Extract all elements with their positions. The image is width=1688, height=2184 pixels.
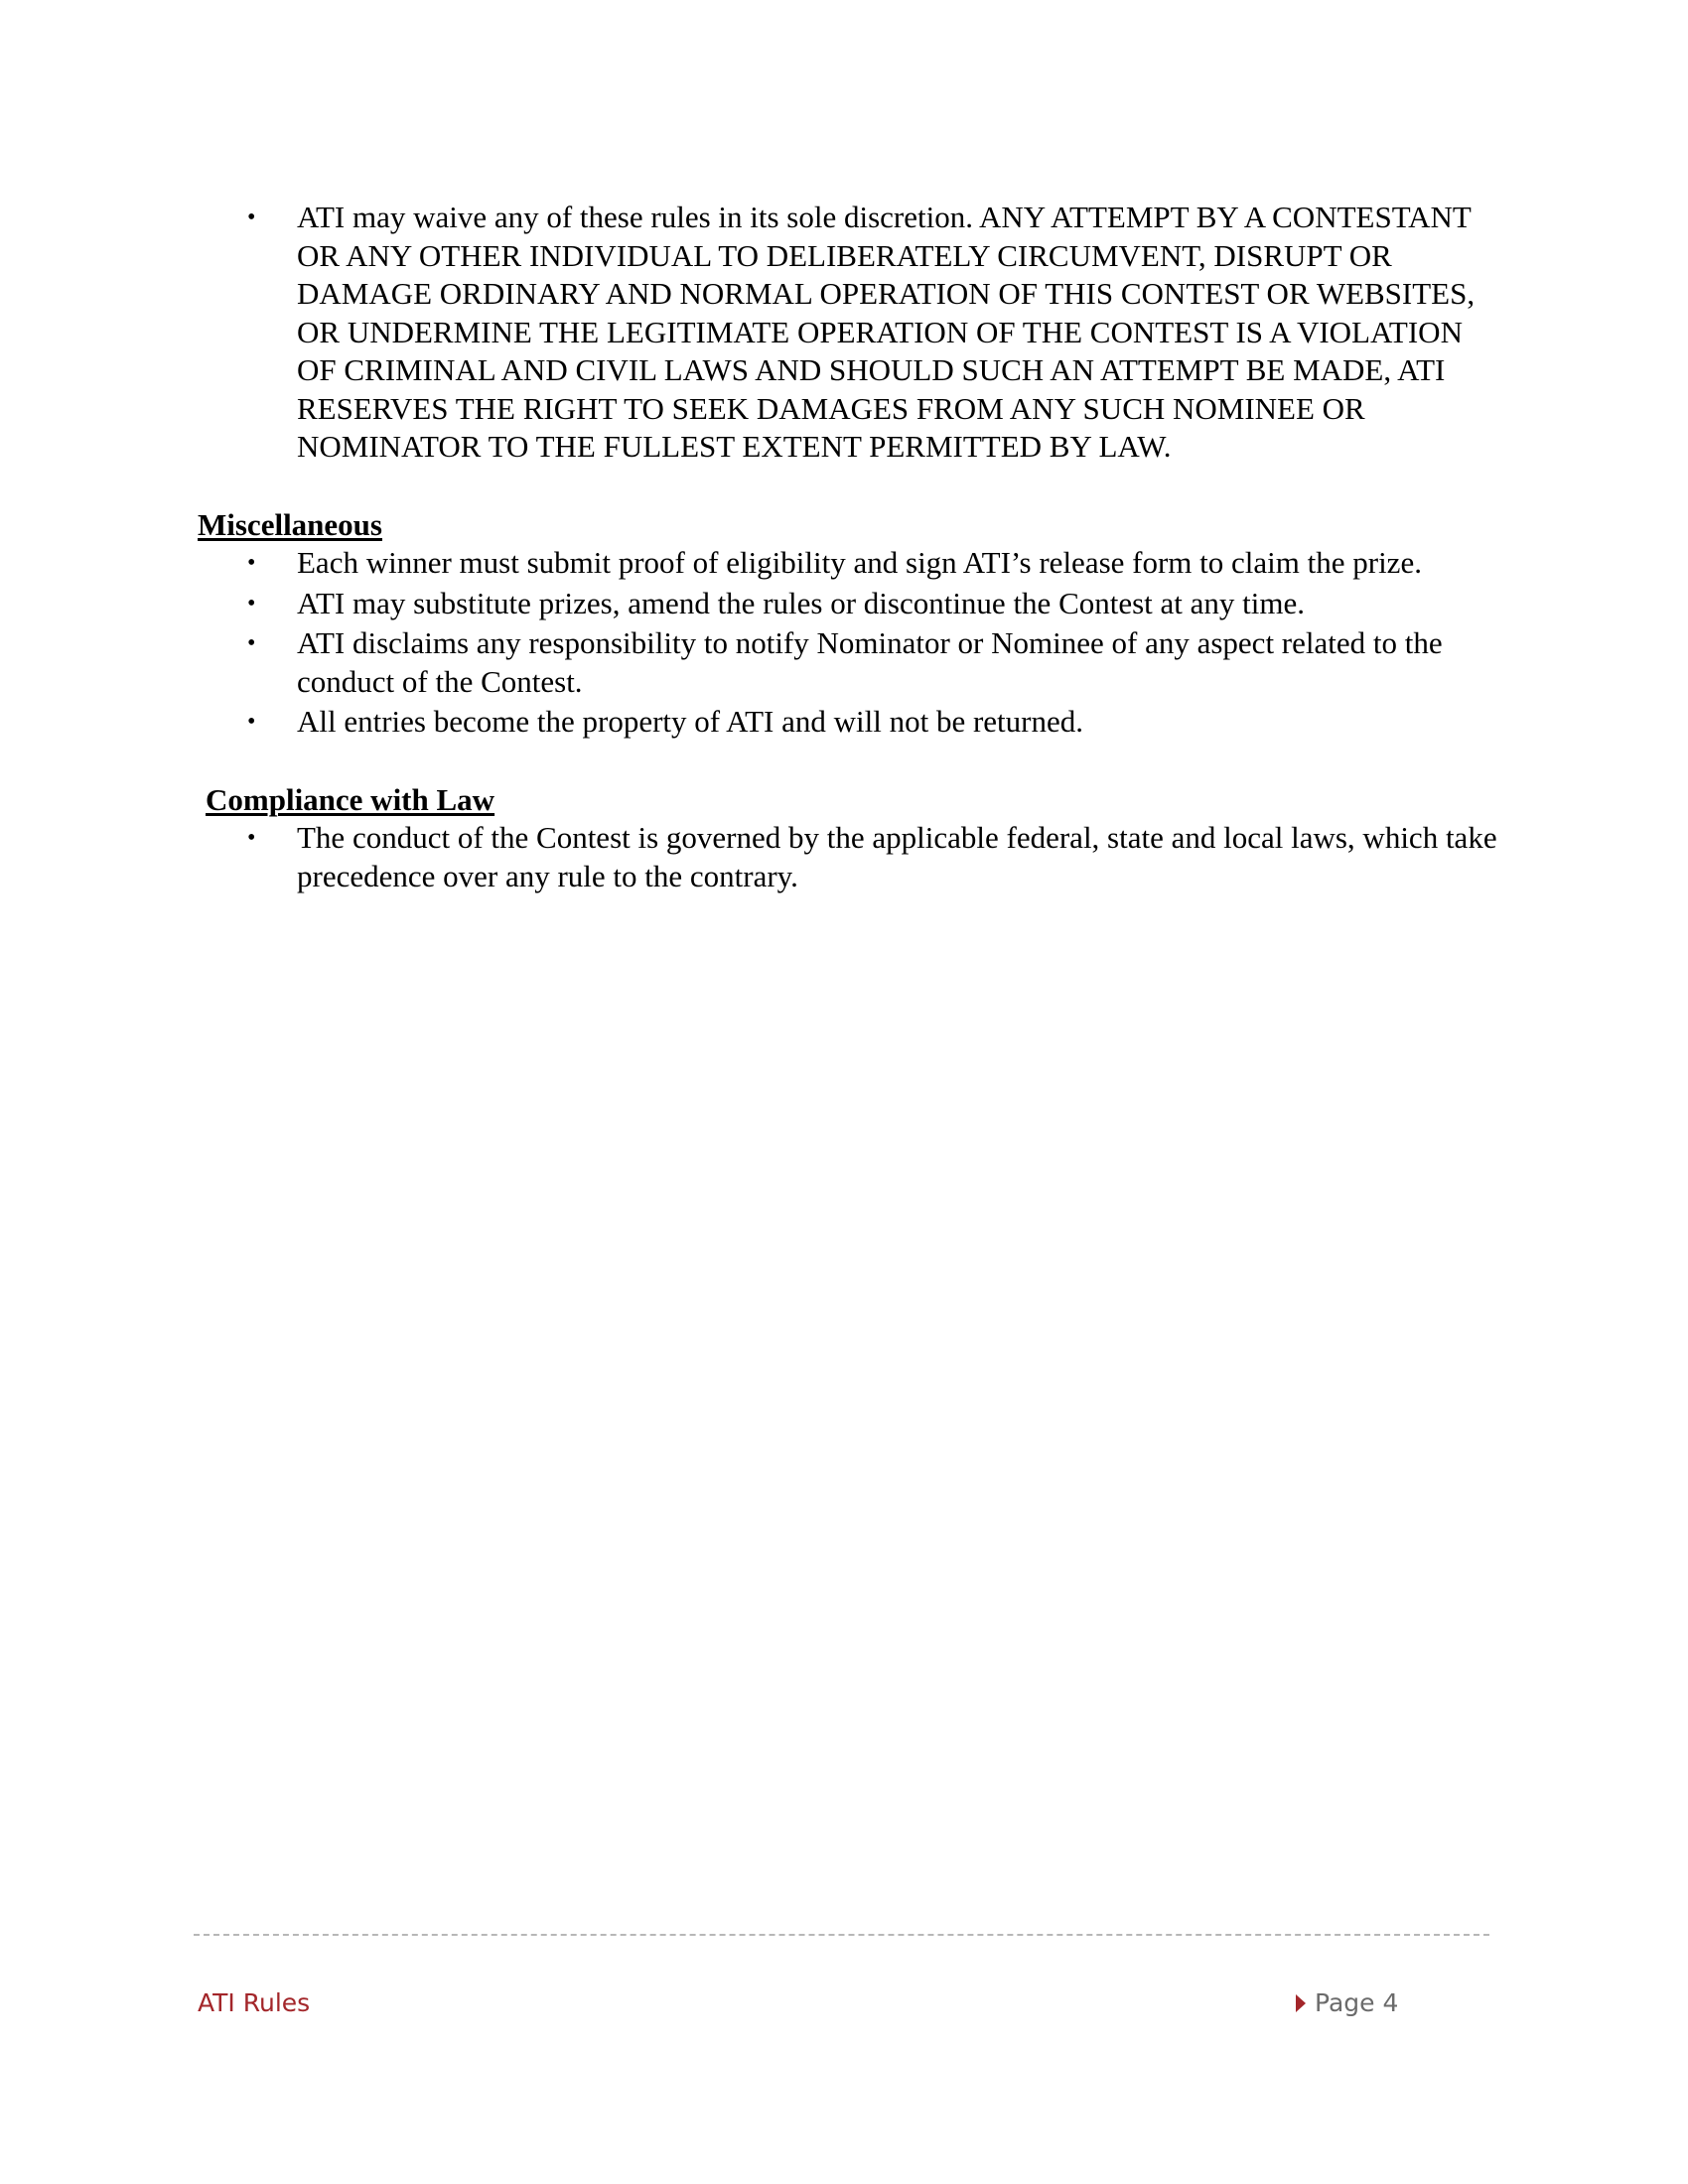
list-item [198, 544, 1498, 583]
footer-page-number [1296, 1988, 1398, 2017]
bullet-icon: • [247, 630, 256, 656]
page-number-label: Page 4 [1315, 1988, 1399, 2017]
list-item-text: ATI may substitute prizes, amend the rules or discontinue the Contest at any time. [297, 585, 1306, 620]
footer-divider [194, 1934, 1489, 1936]
document-body [198, 199, 1498, 897]
list-item-text: ATI may waive any of these rules in its sole discretion. ANY ATTEMPT BY A CONTESTANT OR ANY OTHER INDIVIDUAL TO DELIBERATELY CIRCUMVENT, DISRUPT OR DAMAGE ORDINARY AND NORMAL OPERATION OF THIS CONTEST OR WEBSITES, OR UNDERMINE THE LEGITIMATE OPERATION OF THE CONTEST IS A VIOLATION OF CRIMINAL AND CIVIL LAWS AND SHOULD SUCH AN ATTEMPT BE MADE, ATI RESERVES THE RIGHT TO SEEK DAMAGES FROM ANY SUCH NOMINEE OR NOMINATOR TO THE FULLEST EXTENT PERMITTED BY LAW. [297, 200, 1476, 464]
list-item [198, 585, 1498, 623]
list-item-text: The conduct of the Contest is governed by the applicable federal, state and local laws, which take precedence over any rule to the contrary. [297, 820, 1497, 893]
list-item-text: Each winner must submit proof of eligibility and sign ATI’s release form to claim the prize. [297, 545, 1422, 580]
triangle-right-icon [1296, 1994, 1306, 2012]
list-item-text: All entries become the property of ATI and will not be returned. [297, 704, 1083, 739]
bullet-icon: • [247, 825, 256, 851]
list-item-text: ATI disclaims any responsibility to notify Nominator or Nominee of any aspect related to the conduct of the Contest. [297, 625, 1443, 699]
compliance-section [198, 781, 1498, 896]
miscellaneous-section [198, 506, 1498, 742]
miscellaneous-heading: Miscellaneous [198, 506, 382, 542]
bullet-icon: • [247, 550, 256, 576]
list-item [198, 703, 1498, 742]
miscellaneous-list [198, 544, 1498, 742]
list-item [198, 199, 1498, 467]
intro-list [198, 199, 1498, 467]
footer-document-title: ATI Rules [198, 1988, 311, 2017]
compliance-heading: Compliance with Law [206, 781, 495, 817]
bullet-icon: • [247, 709, 256, 735]
list-item [198, 624, 1498, 701]
bullet-icon: • [247, 205, 256, 230]
bullet-icon: • [247, 590, 256, 616]
list-item [198, 819, 1498, 895]
compliance-list [198, 819, 1498, 895]
